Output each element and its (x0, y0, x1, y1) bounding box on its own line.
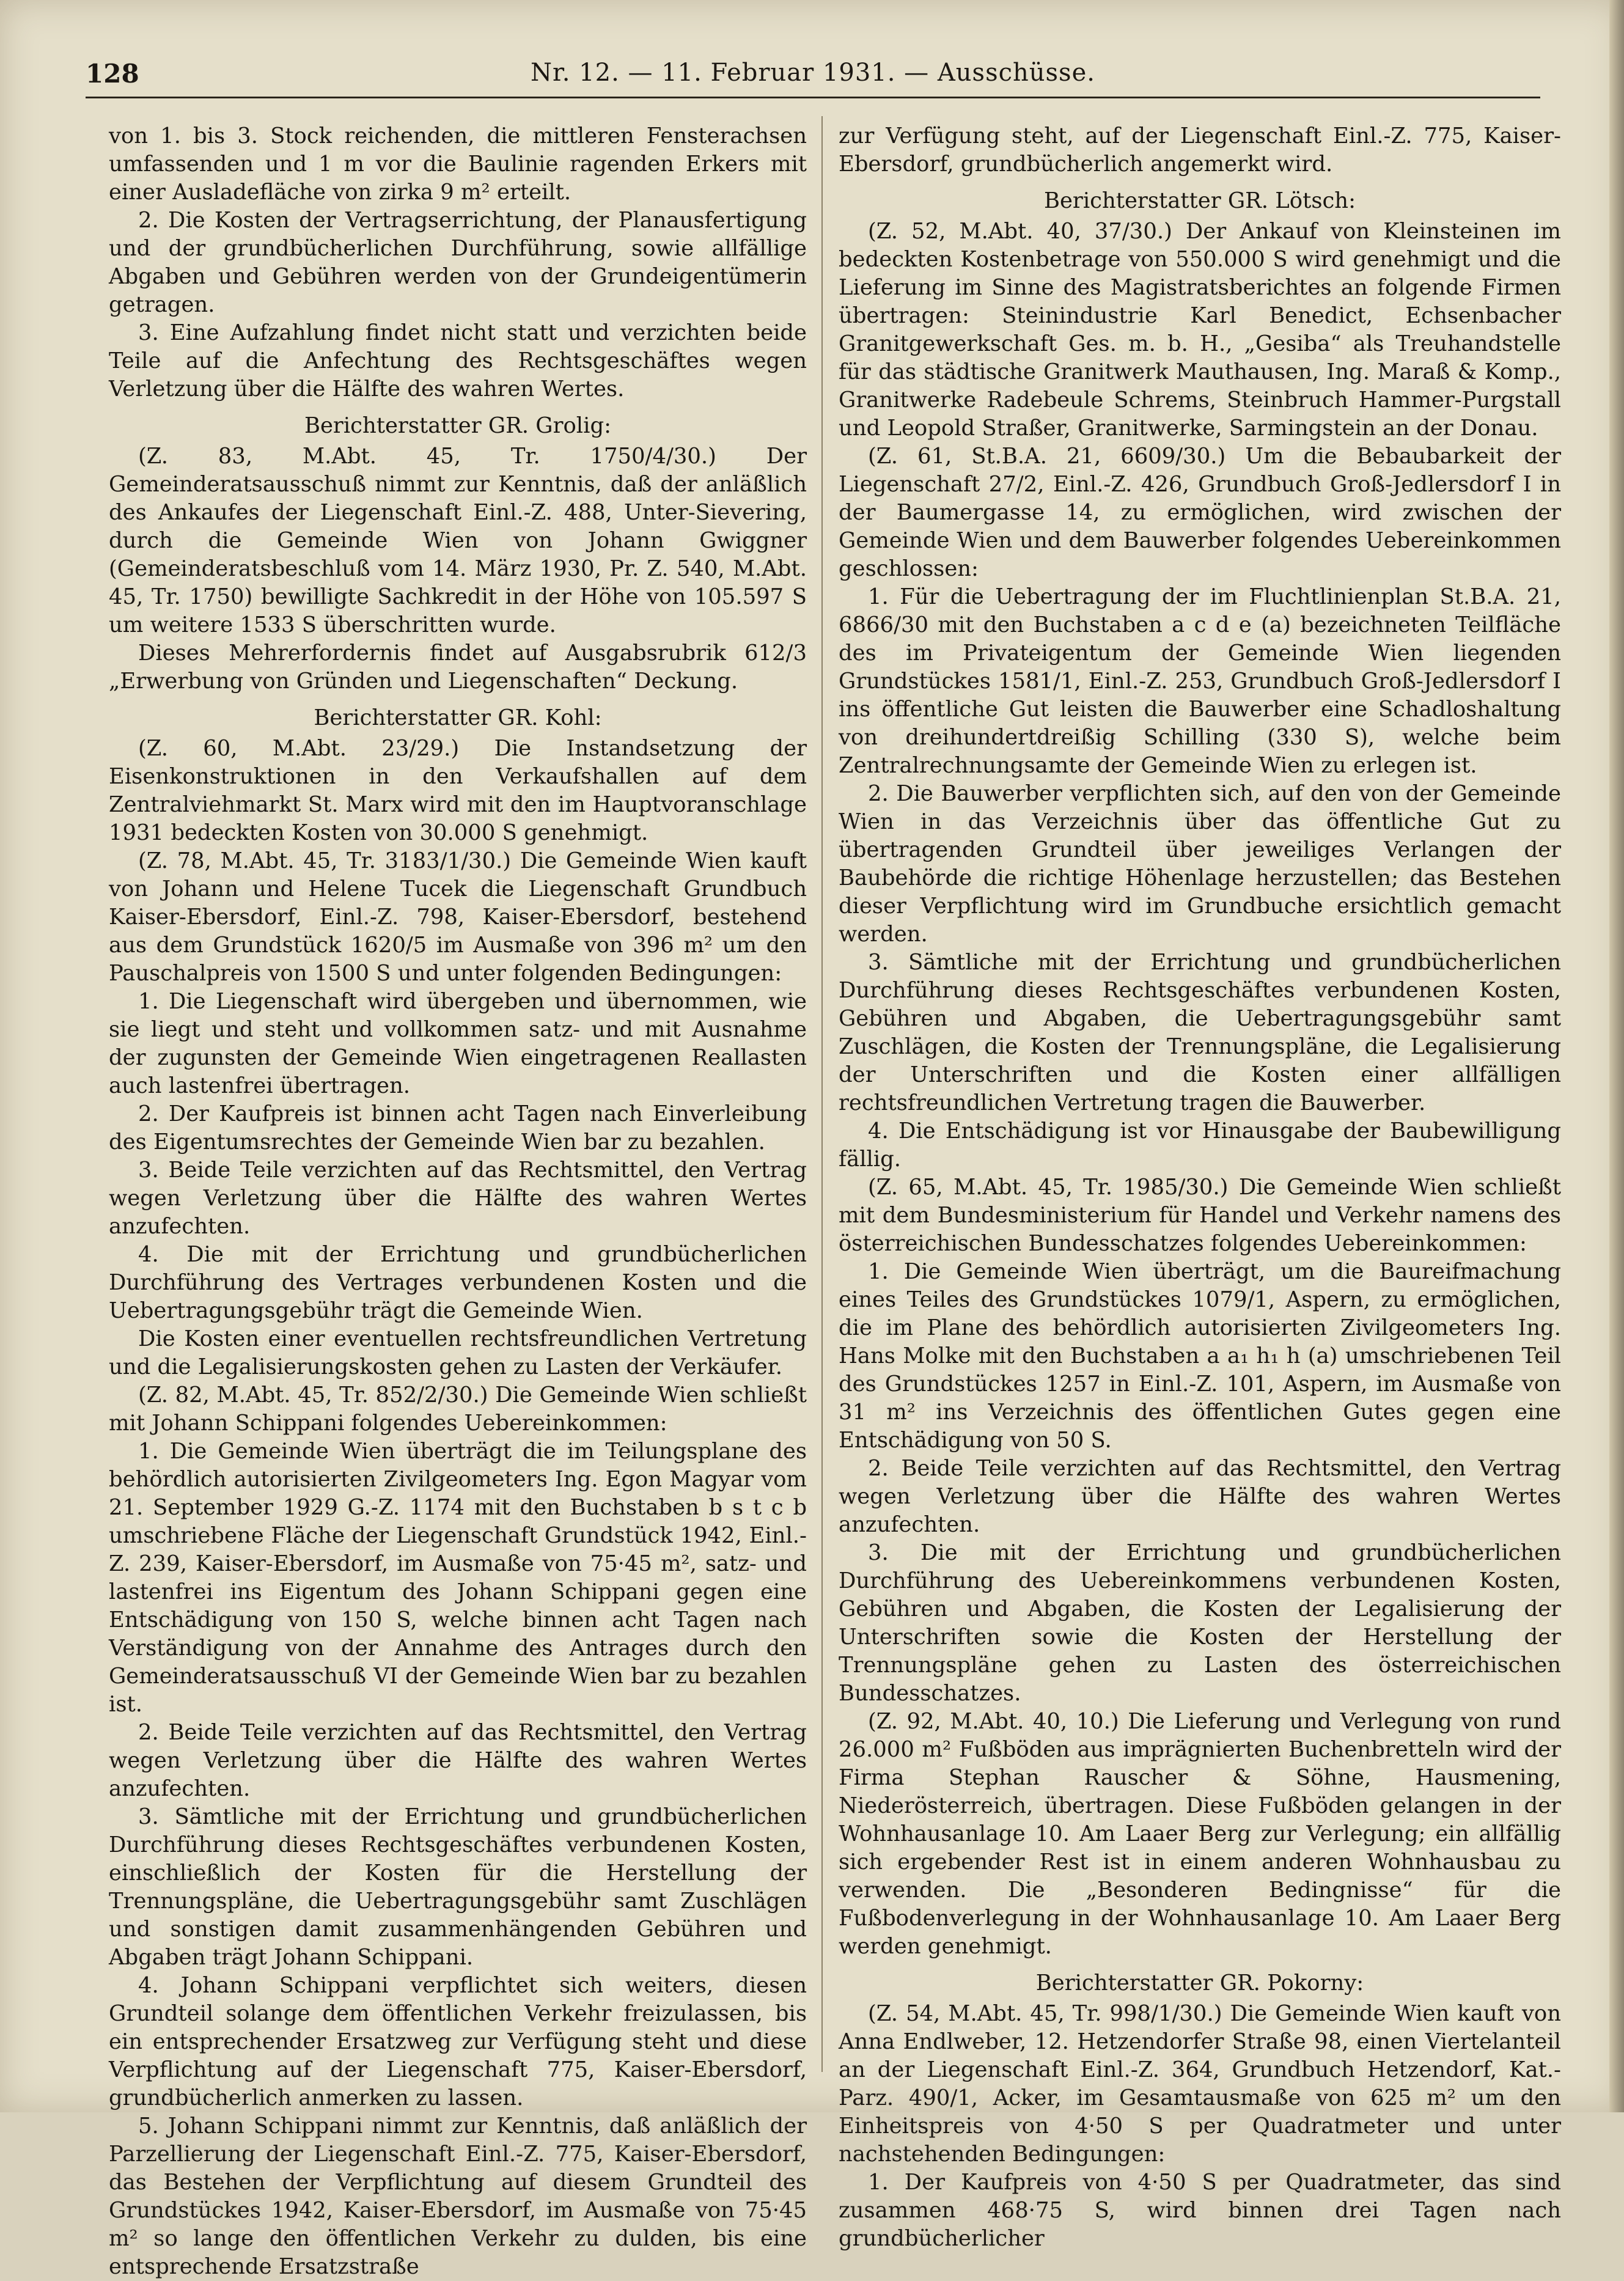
paragraph: 5. Johann Schippani nimmt zur Kenntnis, daß anläßlich der Parzellierung der Liegenschaft Einl.-Z. 775, Kaiser-Ebersdorf, das Bestehen der Verpflichtung auf diesem Grundteil des Grundstückes 1942, Kaiser-Ebersdorf, im Ausmaße von 75·45 m² so lange den öffentlichen Verkehr zu dulden, bis eine entsprechende Ersatzstraße (109, 2114, 807, 2279)
paragraph: (Z. 61, St.B.A. 21, 6609/30.) Um die Bebaubarkeit der Liegenschaft 27/2, Einl.-Z. 426, Grundbuch Groß-Jedlersdorf I in der Baumergasse 14, zu ermöglichen, wird zwischen der Gemeinde Wien und dem Bauwerber folgendes Uebereinkommen geschlossen: (839, 444, 1561, 581)
paragraph: 2. Beide Teile verzichten auf das Rechtsmittel, den Vertrag wegen Verletzung über die Hälfte des wahren Wertes anzufechten. (109, 1720, 807, 1801)
paragraph: 3. Beide Teile verzichten auf das Rechtsmittel, den Vertrag wegen Verletzung über die Hälfte des wahren Wertes anzufechten. (109, 1158, 807, 1239)
paragraph: 2. Beide Teile verzichten auf das Rechtsmittel, den Vertrag wegen Verletzung über die Hälfte des wahren Wertes anzufechten. (839, 1456, 1561, 1537)
paragraph: (Z. 54, M.Abt. 45, Tr. 998/1/30.) Die Gemeinde Wien kauft von Anna Endlweber, 12. Hetzendorfer Straße 98, einen Viertelanteil an der Liegenschaft Einl.-Z. 364, Grundbuch Hetzendorf, Kat.-Parz. 490/1, Acker, im Gesamtausmaße von 625 m² um den Einheitspreis von 4·50 S per Quadratmeter und unter nachstehenden Bedingungen: (839, 2001, 1561, 2167)
paragraph: 1. Die Gemeinde Wien überträgt die im Teilungsplane des behördlich autorisierten Zivilgeometers Ing. Egon Magyar vom 21. September 1929 G.-Z. 1174 mit den Buchstaben b s t c b umschriebene Fläche der Liegenschaft Grundstück 1942, Einl.-Z. 239, Kaiser-Ebersdorf, im Ausmaße von 75·45 m², satz- und lastenfrei ins Eigentum des Johann Schippani gegen eine Entschädigung von 150 S, welche binnen acht Tagen nach Verständigung von der Annahme des Antrages durch den Gemeinderatsausschuß VI der Gemeinde Wien bar zu bezahlen ist. (109, 1439, 807, 1717)
paragraph: 1. Für die Uebertragung der im Fluchtlinienplan St.B.A. 21, 6866/30 mit den Buchstaben a c d e (a) bezeichneten Teilfläche des im Privateigentum der Gemeinde Wien liegenden Grundstückes 1581/1, Einl.-Z. 253, Grundbuch Groß-Jedlersdorf I ins öffentliche Gut leisten die Bauwerber eine Schadloshaltung von dreihundertdreißig Schilling (330 S), welche beim Zentralrechnungsamte der Gemeinde Wien zu erlegen ist. (839, 584, 1561, 778)
paragraph: 3. Sämtliche mit der Errichtung und grundbücherlichen Durchführung dieses Rechtsgeschäftes verbundenen Kosten, Gebühren und Abgaben, die Uebertragungsgebühr samt Zuschlägen, die Kosten der Trennungspläne, die Legalisierung der Unterschriften und die Kosten einer allfälligen rechtsfreundlichen Vertretung tragen die Bauwerber. (839, 950, 1561, 1115)
paragraph: (Z. 82, M.Abt. 45, Tr. 852/2/30.) Die Gemeinde Wien schließt mit Johann Schippani folgendes Uebereinkommen: (109, 1383, 807, 1436)
paragraph: 2. Die Kosten der Vertragserrichtung, der Planausfertigung und der grundbücherlichen Durchführung, sowie allfällige Abgaben und Gebühren werden von der Grundeigentümerin getragen. (109, 208, 807, 317)
paragraph: 3. Die mit der Errichtung und grundbücherlichen Durchführung des Uebereinkommens verbundenen Kosten, Gebühren und Abgaben, die Kosten der Legalisierung der Unterschriften sowie die Kosten der Herstellung der Trennungspläne gehen zu Lasten des österreichischen Bundesschatzes. (839, 1540, 1561, 1706)
paragraph: (Z. 92, M.Abt. 40, 10.) Die Lieferung und Verlegung von rund 26.000 m² Fußböden aus imprägnierten Buchenbretteln wird der Firma Stephan Rauscher & Söhne, Hausmening, Niederösterreich, übertragen. Diese Fußböden gelangen in der Wohnhausanlage 10. Am Laaer Berg zur Verlegung; ein allfällig sich ergebender Rest ist in einem anderen Wohnhausbau zu verwenden. Die „Besonderen Bedingnisse“ für die Fußbodenverlegung in der Wohnhausanlage 10. Am Laaer Berg werden genehmigt. (839, 1709, 1561, 1959)
left-column (109, 122, 807, 2279)
paragraph: (Z. 60, M.Abt. 23/29.) Die Instandsetzung der Eisenkonstruktionen in den Verkaufshallen auf dem Zentralviehmarkt St. Marx wird mit den im Hauptvoranschlage 1931 bedeckten Kosten von 30.000 S genehmigt. (109, 736, 807, 845)
page-edge (1609, 0, 1624, 2112)
speaker-heading: Berichterstatter GR. Kohl: (314, 705, 602, 730)
paragraph: (Z. 78, M.Abt. 45, Tr. 3183/1/30.) Die Gemeinde Wien kauft von Johann und Helene Tucek die Liegenschaft Grundbuch Kaiser-Ebersdorf, Einl.-Z. 798, Kaiser-Ebersdorf, bestehend aus dem Grundstück 1620/5 im Ausmaße von 396 m² um den Pauschalpreis von 1500 S und unter folgenden Bedingungen: (109, 848, 807, 986)
paragraph: 2. Der Kaufpreis ist binnen acht Tagen nach Einverleibung des Eigentumsrechtes der Gemeinde Wien bar zu bezahlen. (109, 1101, 807, 1155)
paragraph: 4. Die mit der Errichtung und grundbücherlichen Durchführung des Vertrages verbundenen Kosten und die Uebertragungsgebühr trägt die Gemeinde Wien. (109, 1242, 807, 1323)
paragraph: 3. Eine Aufzahlung findet nicht statt und verzichten beide Teile auf die Anfechtung des Rechtsgeschäftes wegen Verletzung über die Hälfte des wahren Wertes. (109, 320, 807, 402)
paragraph: (Z. 83, M.Abt. 45, Tr. 1750/4/30.) Der Gemeinderatsausschuß nimmt zur Kenntnis, daß der anläßlich des Ankaufes der Liegenschaft Einl.-Z. 488, Unter-Sievering, durch die Gemeinde Wien von Johann Gwiggner (Gemeinderatsbeschluß vom 14. März 1930, Pr. Z. 540, M.Abt. 45, Tr. 1750) bewilligte Sachkredit in der Höhe von 105.597 S um weitere 1533 S überschritten wurde. (109, 444, 807, 637)
paragraph: 1. Der Kaufpreis von 4·50 S per Quadratmeter, das sind zusammen 468·75 S, wird binnen drei Tagen nach grundbücherlicher (839, 2170, 1561, 2251)
right-column (839, 122, 1561, 2251)
speaker-heading: Berichterstatter GR. Grolig: (304, 413, 612, 438)
page-header (86, 54, 1540, 98)
paragraph: 3. Sämtliche mit der Errichtung und grundbücherlichen Durchführung dieses Rechtsgeschäftes verbundenen Kosten, einschließlich der Kosten für die Herstellung der Trennungspläne, die Uebertragungsgebühr samt Zuschlägen und sonstigen damit zusammenhängenden Gebühren und Abgaben trägt Johann Schippani. (109, 1804, 807, 1970)
paragraph: 4. Die Entschädigung ist vor Hinausgabe der Baubewilligung fällig. (839, 1118, 1561, 1172)
speaker-heading: Berichterstatter GR. Pokorny: (1035, 1971, 1364, 1996)
page-number: 128 (86, 59, 139, 89)
paragraph: Dieses Mehrerfordernis findet auf Ausgabsrubrik 612/3 „Erwerbung von Gründen und Liegenschaften“ Deckung. (109, 641, 807, 694)
paragraph: 4. Johann Schippani verpflichtet sich weiters, diesen Grundteil solange dem öffentlichen Verkehr freizulassen, bis ein entsprechender Ersatzweg zur Verfügung steht und diese Verpflichtung auf der Liegenschaft 775, Kaiser-Ebersdorf, grundbücherlich anmerken zu lassen. (109, 1973, 807, 2110)
paragraph: (Z. 52, M.Abt. 40, 37/30.) Der Ankauf von Kleinsteinen im bedeckten Kostenbetrage von 550.000 S wird genehmigt und die Lieferung im Sinne des Magistratsberichtes an folgende Firmen übertragen: Steinindustrie Karl Benedict, Echsenbacher Granitgewerkschaft Ges. m. b. H., „Gesiba“ als Treuhandstelle für das städtische Granitwerk Mauthausen, Ing. Maraß & Komp., Granitwerke Radebeule Schrems, Steinbruch Hammer-Purgstall und Leopold Straßer, Granitwerke, Sarmingstein an der Donau. (839, 219, 1561, 441)
paragraph: (Z. 65, M.Abt. 45, Tr. 1985/30.) Die Gemeinde Wien schließt mit dem Bundesministerium für Handel und Verkehr namens des österreichischen Bundesschatzes folgendes Uebereinkommen: (839, 1175, 1561, 1256)
paragraph: 1. Die Gemeinde Wien überträgt, um die Baureifmachung eines Teiles des Grundstückes 1079/1, Aspern, zu ermöglichen, die im Plane des behördlich autorisierten Zivilgeometers Ing. Hans Molke mit den Buchstaben a a₁ h₁ h (a) umschriebenen Teil des Grundstückes 1257 in Einl.-Z. 101, Aspern, im Ausmaße von 31 m² ins Verzeichnis des öffentlichen Gutes gegen eine Entschädigung von 50 S. (839, 1259, 1561, 1453)
header-title: Nr. 12. — 11. Februar 1931. — Ausschüsse. (531, 59, 1095, 87)
column-divider (821, 116, 823, 2072)
paragraph: 1. Die Liegenschaft wird übergeben und übernommen, wie sie liegt und steht und vollkommen satz- und mit Ausnahme der zugunsten der Gemeinde Wien eingetragenen Reallasten auch lastenfrei übertragen. (109, 989, 807, 1098)
speaker-heading: Berichterstatter GR. Lötsch: (1043, 188, 1356, 213)
paragraph: von 1. bis 3. Stock reichenden, die mittleren Fensterachsen umfassenden und 1 m vor die Baulinie ragenden Erkers mit einer Ausladefläche von zirka 9 m² erteilt. (109, 123, 807, 205)
paragraph: zur Verfügung steht, auf der Liegenschaft Einl.-Z. 775, Kaiser-Ebersdorf, grundbücherlich angemerkt wird. (839, 123, 1561, 177)
paragraph: Die Kosten einer eventuellen rechtsfreundlichen Vertretung und die Legalisierungskosten gehen zu Lasten der Verkäufer. (109, 1326, 807, 1379)
paragraph: 2. Die Bauwerber verpflichten sich, auf den von der Gemeinde Wien in das Verzeichnis über das öffentliche Gut zu übertragenden Grundteil über jeweiliges Verlangen der Baubehörde die richtige Höhenlage herzustellen; das Bestehen dieser Verpflichtung wird im Grundbuche ersichtlich gemacht werden. (839, 781, 1561, 947)
